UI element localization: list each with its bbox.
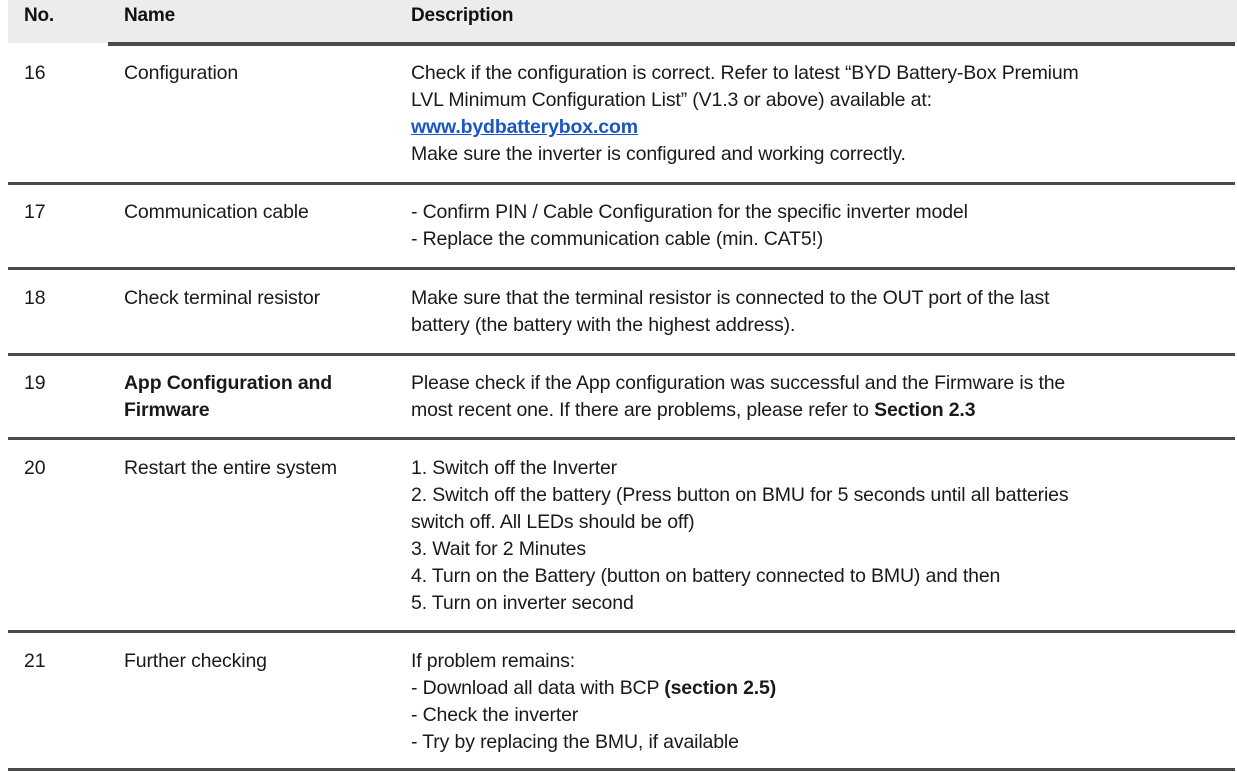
row-number: 17: [24, 201, 46, 223]
row-name: App Configuration and Firmware: [124, 372, 333, 421]
row-divider: [8, 630, 1235, 633]
header-no: No.: [24, 5, 55, 26]
bydbatterybox-link[interactable]: www.bydbatterybox.com: [411, 116, 638, 138]
header-divider: [108, 42, 1235, 46]
row-divider: [8, 267, 1235, 270]
row-number: 18: [24, 287, 46, 309]
row-number: 20: [24, 457, 46, 479]
row-name: Communication cable: [124, 201, 309, 223]
table-header: [8, 0, 1237, 43]
row-description: 1. Switch off the Inverter 2. Switch off the battery (Press button on BMU for 5 seconds until all batteries switch off. All LEDs should be off) 3. Wait for 2 Minutes 4. Turn on the Battery (button on battery connected to BMU) and then 5. Turn on inverter second: [411, 457, 1069, 614]
row-description: Please check if the App configuration was successful and the Firmware is the most recent one. If there are problems, please refer to Section 2.3: [411, 372, 1066, 421]
header-description: Description: [411, 5, 514, 26]
row-divider: [8, 182, 1235, 185]
row-description: Make sure that the terminal resistor is connected to the OUT port of the last battery (the battery with the highest address).: [411, 287, 1050, 336]
row-divider: [8, 353, 1235, 356]
row-number: 19: [24, 372, 46, 394]
row-number: 16: [24, 62, 46, 84]
row-name: Restart the entire system: [124, 457, 337, 479]
row-name: Further checking: [124, 650, 267, 672]
row-divider: [8, 768, 1235, 771]
row-divider: [8, 437, 1235, 440]
header-name: Name: [124, 5, 175, 26]
row-description: If problem remains: - Download all data with BCP (section 2.5) - Check the inverter - Try by replacing the BMU, if available: [411, 650, 777, 753]
section-reference: (section 2.5): [664, 677, 777, 699]
row-description: - Confirm PIN / Cable Configuration for the specific inverter model - Replace the communication cable (min. CAT5!): [411, 201, 968, 250]
section-reference: Section 2.3: [874, 399, 976, 421]
row-name: Check terminal resistor: [124, 287, 320, 309]
row-name: Configuration: [124, 62, 239, 84]
row-description: Check if the configuration is correct. Refer to latest “BYD Battery-Box Premium LVL Minimum Configuration List” (V1.3 or above) available at: www.bydbatterybox.com Make sure the inverter is configured and working correctly.: [411, 62, 1079, 165]
row-number: 21: [24, 650, 46, 672]
